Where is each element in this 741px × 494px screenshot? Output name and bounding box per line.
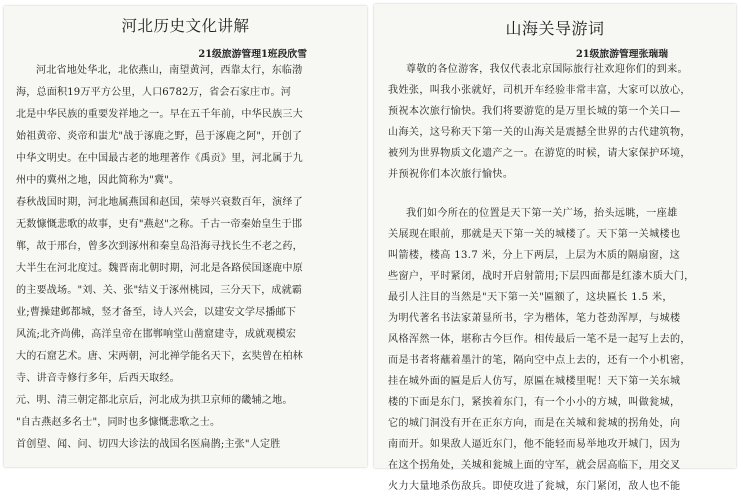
text-line: 大的石窟艺术。唐、宋两朝，河北禅学能名天下，玄奘曾在柏林: [16, 351, 303, 362]
page-title: 河北历史文化讲解: [121, 17, 250, 35]
author-byline: 21级旅游管理张瑞瑞: [575, 49, 668, 60]
text-line: 海，总面积19万平方公里，人口6782万，省会石家庄市。河: [16, 87, 292, 98]
text-line: 首创望、闻、问、切四大诊法的战国名医扁鹊;主张"人定胜: [16, 439, 281, 450]
text-line: 而是书者将蘸着墨汁的笔，隔向空中点上去的，还有一个小机密，: [388, 355, 691, 366]
text-line: 风格浑然一体，堪称古今巨作。相传最后一笔不是一起写上去的，: [388, 334, 691, 345]
text-line: 被列为世界物质文化遗产之一。在游览的时候，请大家保护环境，: [388, 148, 691, 159]
text-line: 叫箭楼，楼高 13.7 米，分上下两层，上层为木质的隔扇窗，这: [388, 250, 681, 261]
text-line: 预祝本次旅行愉快。我们将要游览的是万里长城的第一个关口—: [388, 106, 681, 117]
text-line: 并预祝你们本次旅行愉快。: [388, 169, 514, 180]
text-line: 的主要战场。"刘、关、张"结义于涿州桃园，三分天下，成就霸: [16, 285, 303, 296]
text-line: 火力大量地杀伤敌兵。即使攻进了瓮城，东门紧闭，敌人也不能: [388, 481, 681, 492]
author-byline: 21级旅游管理1班段欣雪: [198, 49, 307, 60]
text-line: 业;曹操建邺都城，竖才备至，诗人兴会，以建安文学尽播邮下: [16, 307, 297, 318]
text-line: 我姓张，叫我小张就好，司机开车经验非常丰富，大家可以放心，: [388, 85, 691, 96]
text-line: 尊敬的各位游客，我仅代表北京国际旅行社欢迎你们的到来。: [406, 64, 688, 75]
text-line: 为明代著名书法家萧显所书，字为楷体，笔力苍劲浑厚，与城楼: [388, 313, 681, 324]
text-line: 关展现在眼前，那就是天下第一关的城楼了。天下第一关城楼也: [388, 229, 681, 240]
text-line: 北是中华民族的重要发祥地之一。早在五千年前，中华民族三大: [16, 109, 303, 120]
text-line: 我们如今所在的位置是天下第一关广场，抬头远眺，一座雄: [406, 208, 678, 219]
text-line: 挂在城外面的匾是后人仿写，原匾在城楼里呢！天下第一关东城: [388, 376, 681, 387]
text-line: 春秋战国时期，河北地属燕国和赵国，荣辱兴衰数百年，演绎了: [16, 197, 303, 208]
text-line: 始祖黄帝、炎帝和蚩尤"战于涿鹿之野，邑于涿鹿之阿"，开创了: [16, 131, 303, 142]
right-document-page: [374, 4, 736, 492]
left-document-page: [4, 6, 367, 467]
text-line: 它的城门洞没有开在正东方向，而是在关城和瓮城的拐角处，向: [388, 418, 681, 429]
page-title: 山海关导游词: [505, 19, 605, 38]
text-line: 寺、讲音寺修行多年，后西天取经。: [16, 373, 180, 384]
text-line: 风流;北齐尚佛，高洋皇帝在邯郸响堂山凿窟建寺，成就观模宏: [16, 329, 297, 340]
text-line: 南而开。如果敌人逼近东门，他不能轻而易举地攻开城门，因为: [388, 439, 681, 450]
text-line: 大半生在河北度过。魏晋南北朝时期，河北是各路侯国逐鹿中原: [16, 263, 303, 274]
text-line: 河北省地处华北，北依燕山，南望黄河，西靠太行，东临渤: [36, 65, 303, 76]
text-line: 山海关，这号称天下第一关的山海关是震撼全世界的古代建筑物，: [388, 127, 691, 138]
text-line: 在这个拐角处，关城和瓮城上面的守军，就会居高临下，用交叉: [388, 460, 681, 471]
text-line: 中华文明史。在中国最古老的地理著作《禹贡》里，河北属于九: [16, 153, 303, 164]
text-line: 最引人注目的当然是"天下第一关"匾额了，这块匾长 1.5 米，: [388, 292, 673, 303]
text-line: 些窗户，平时紧闭，战时开启射箭用;下层四面都是红漆木质大门，: [388, 271, 695, 282]
text-line: 元、明、清三朝定都北京后，河北成为拱卫京师的畿辅之地。: [16, 395, 293, 406]
text-line: 楼的下面是东门，紧挨着东门，有一个小小的方城，叫做瓮城，: [388, 397, 681, 408]
text-line: 郸，故于邢台，曾多次到涿州和秦皇岛沿海寻找长生不老之药，: [16, 241, 303, 252]
text-line: "自古燕赵多名士"，同时也多慷慨悲歌之士。: [16, 417, 221, 428]
text-line: 州中的冀州之地，因此简称为"冀"。: [16, 175, 180, 186]
text-line: 无数慷慨悲歌的故事，史有"燕赵"之称。千古一帝秦始皇生于邯: [16, 219, 303, 230]
